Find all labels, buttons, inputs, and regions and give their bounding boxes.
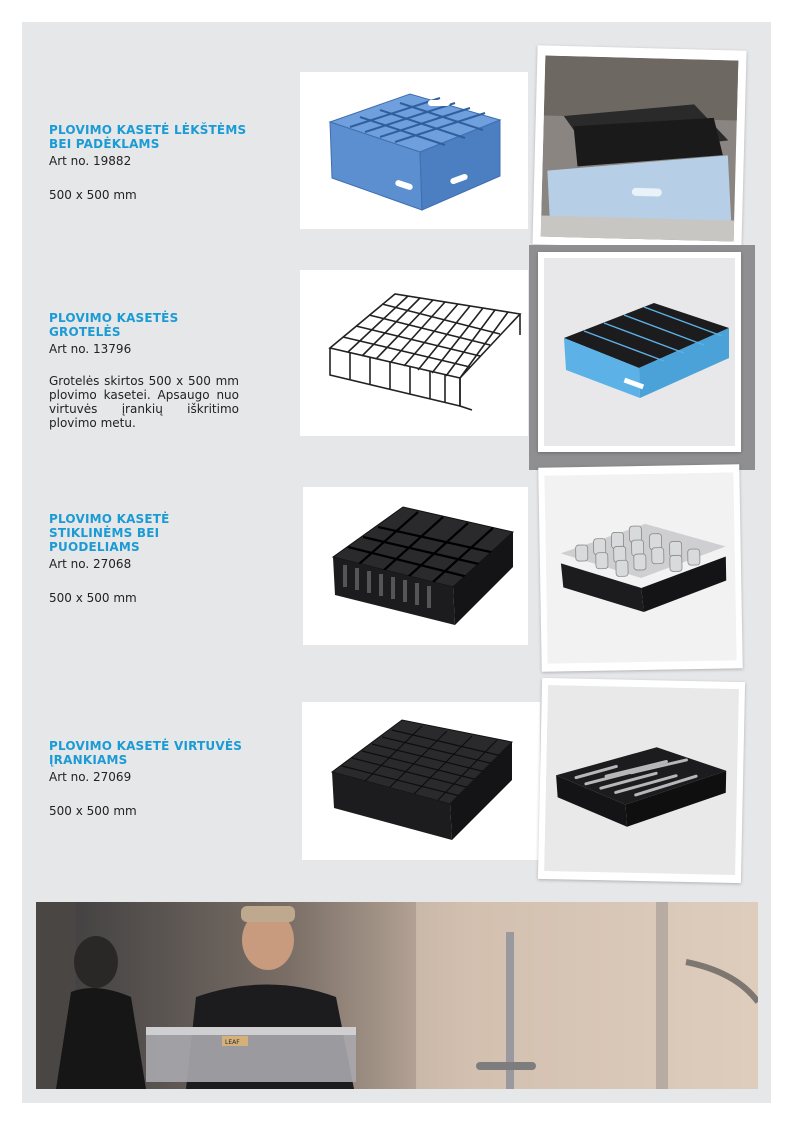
product-art-no: Art no. 19882 (49, 154, 132, 168)
apron-label: LEAF (225, 1039, 240, 1046)
product-1-image (300, 72, 528, 229)
product-size: 500 x 500 mm (49, 804, 137, 818)
product-size: 500 x 500 mm (49, 591, 137, 605)
product-title: PLOVIMO KASETĖ VIRTUVĖS ĮRANKIAMS (49, 739, 243, 767)
kitchen-banner-photo (36, 902, 758, 1089)
product-art-no: Art no. 27069 (49, 770, 132, 784)
product-3-image (303, 487, 528, 645)
product-2-image (300, 270, 528, 436)
product-art-no: Art no. 13796 (49, 342, 132, 356)
product-size: 500 x 500 mm (49, 188, 137, 202)
product-1-photo (532, 45, 746, 249)
product-description: Grotelės skirtos 500 x 500 mm plovimo kasetei. Apsaugo nuo virtuvės įrankių iškritimo plovimo metu. (49, 374, 239, 430)
product-1-text (49, 123, 249, 203)
product-art-no: Art no. 27068 (49, 557, 132, 571)
product-title: PLOVIMO KASETĖ LĖKŠTĖMS BEI PADĖKLAMS (49, 123, 247, 151)
product-4-photo (538, 678, 745, 883)
product-3-text (49, 512, 249, 606)
product-2-photo (538, 252, 741, 452)
product-2-text (49, 311, 249, 430)
product-title: PLOVIMO KASETĖ STIKLINĖMS BEI PUODELIAMS (49, 512, 170, 554)
product-4-image (302, 702, 540, 860)
product-4-text (49, 739, 249, 819)
product-title: PLOVIMO KASETĖS GROTELĖS (49, 311, 179, 339)
product-3-photo (538, 464, 743, 671)
